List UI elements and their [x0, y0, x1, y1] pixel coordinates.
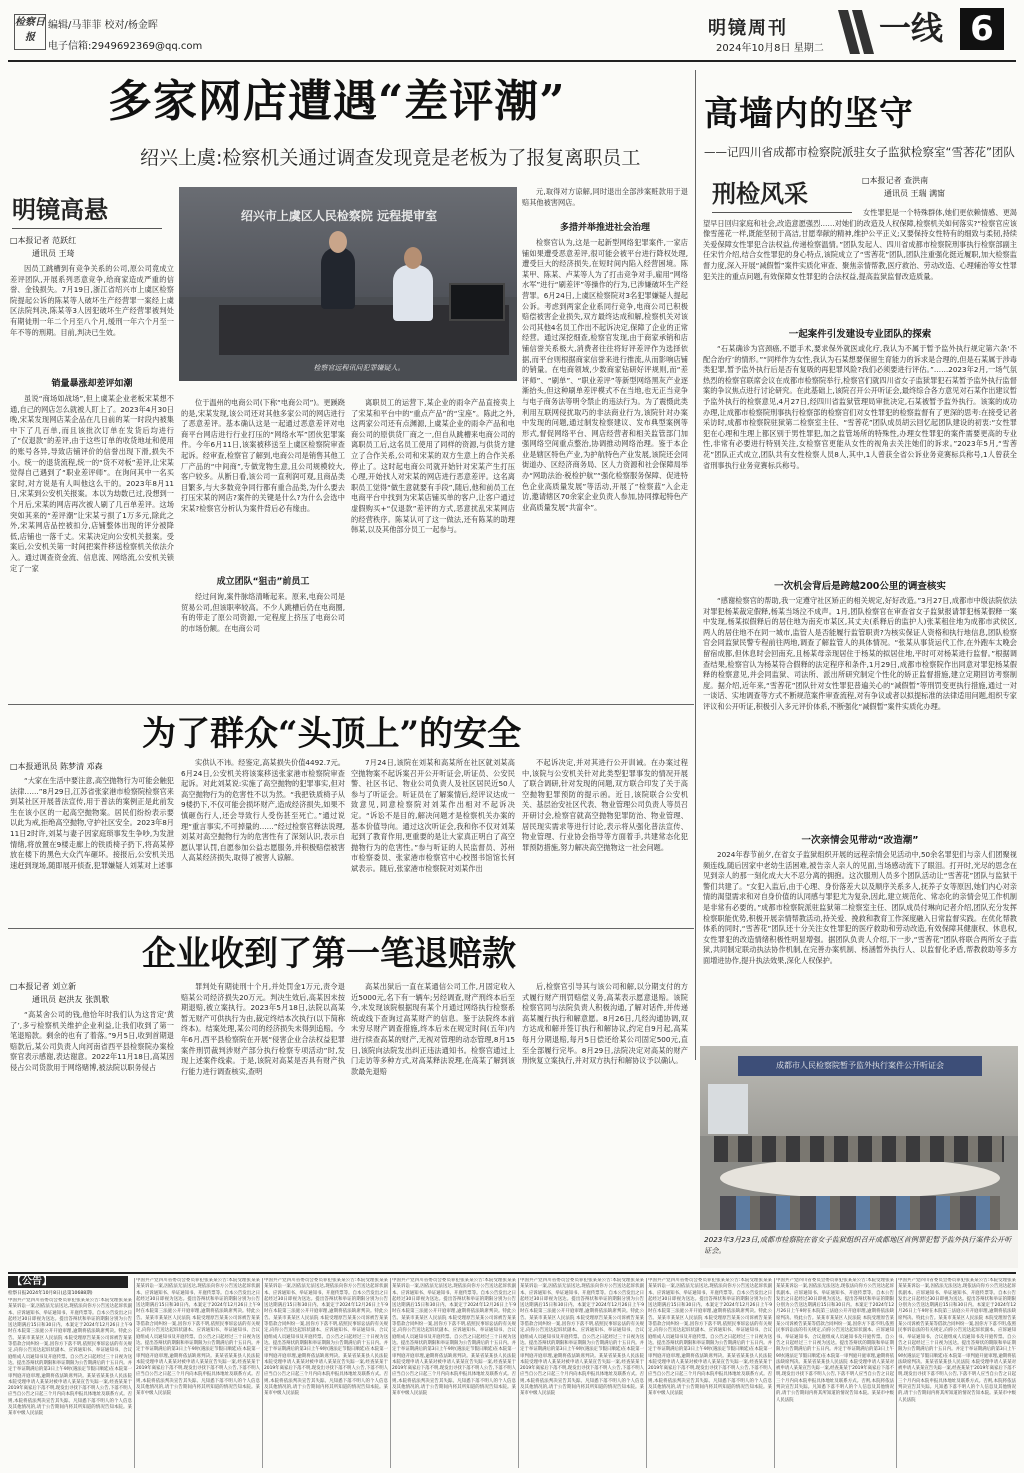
article4-col4: 后,检察官引导其与该公司和解,以分期支付的方式履行财产刑罚赔偿义务,高某表示愿意退赔。该院检察官同与法院负责人积极沟通,了解对话件,并传递高某履行执行和解意愿。8月26日,几经沟通协调,双方达成和解并签订执行和解协议,约定自9月起,高某每月分期退赔,每月5日偿还给某公司固定500元,直至全部履行完毕。8月29日,法院决定对高某的财产刑恢复立案执行,并对双方执行和解协议予以确认。: [522, 982, 688, 1066]
newspaper-logo: 检察日报: [14, 14, 46, 50]
article1-col3: 离职员工的运营下,某企业的雨伞产品直接卖上了宋某和平台中的“重点产品”的“宝座”。陈此之外,这两家公司还有点渊源,上虞某企业的雨伞产品和电商公司的原供货厂商之一,但自从跳槽来电商公司的离职员工后,这名员工使用了同样的资源,与供货方建立了合作关系,公司和宋某的双方生意上的合作关系停止了。这时起电商公司就开始针对宋某产生打压心理,开始找人对宋某的网店进行恶意差评。这名离职员工觉得“做生意就要有手段”,随后,他和前员工在电商平台中找到为宋某店铺买单的客户,让客户通过虚假购买+“仅退款”差评的方式,恶意扰乱宋某网店的经营秩序。陈某认可了这一做法,还有陈某的助理韩某,以及其他部分员工一起参与。: [351, 398, 515, 535]
slash-decoration-icon: [834, 8, 874, 56]
article3-col1: “大家在生活中要注意,高空抛物行为可能会触犯法律……”8月29日,江苏省张家港市检察院检察官来到某社区开展普法宣传,用于普法的案例正是此前发生在该小区的一起高空抛物案。居民们纷纷表示要以此为戒,拒绝高空抛物,守护社区安全。2023年8月11日2时许,刘某与妻子因家庭琐事发生争吵,为发泄情绪,将放置在9楼走廊上的铁质椅子扔下,将高某停放在楼下的黑色大众汽车砸坏。接报后,公安机关迅速赶到现场,随即展开侦查,犯罪嫌疑人刘某对上述事: [10, 776, 174, 870]
article3-top-rule: [8, 704, 694, 705]
article3-col4: 不起诉决定,并对其进行公开训诫。在办案过程中,该院与公安机关针对此类型犯罪事发的情况开展了联合调研,针对发现的问题,双方联合印发了关于高空抛物犯罪预防的提示函。近日,该院联合公安机关、基层治安社区代表、物业管理公司负责人等员召开研讨会,检察官就高空抛物犯罪防治、物业管理、居民现实需求等进行讨论,表示将从强化普法宣传、物业管理、行业协会指导等方面着手,共建常态化犯罪预防措施,努力解决高空抛物这一社会问题。: [522, 758, 688, 852]
notice-top-rule: [8, 1272, 1016, 1274]
article1-col2: 位于温州的电商公司(下称“电商公司”)。更蹊跷的是,宋某发现,该公司还对其他多家公司的网店进行了恶意差评。基本确认这是一起通过恶意差评对电商平台网店进行行业打压的“网络水军”团伙犯罪案件。今年6月11日,该案被移送至上虞区检察院审查起诉。经审查,检察官了解到,电商公司是销售其他工厂产品的“中间商”,专做宠物生意,且公司规模较大,客户较多。从断日看,该公司一直利润可观,且商品类目繁多,与大多数竞争同行都有重合品类,为什么要去打压宋某的网店?案件的关键是什么?为什么会选中宋某?检察官分析认为案件背后必有缘由。: [181, 398, 345, 513]
date-line: 2024年10月8日 星期二: [716, 43, 824, 54]
notice-col-2: 中国共产党四川省委员会委员罪犯张某某公告:本院受理张某某某某诉讼一案,因依法无法送达,现依法向你方公告送达起诉状副本、应诉通知书、举证通知书、开庭传票等。自本公告发出之日起经过30日即视为送达。提出答辩状和举证的期限分别为公告送达期满后15日和30日内。本案定于2024年12月26日上午9时在本院第三法庭公开开庭审理,逾期将依法缺席判决。特此公告。某某市某某区人民法院 本院受理原告某某公司诉被告某某等借款合同纠纷一案,因你方下落不明,依照民事诉讼法的有关规定,向你公告送达起诉状副本、应诉通知书、举证通知书、合议庭组成人员通知书及开庭传票。自公告之日起经过三十日视为送达。提出答辩状的期限和举证期限为公告期满后的十五日内。并定于举证期满后的第3日上午9时(遇法定节假日顺延)在本院第一审判庭开庭审理,逾期将依法缺席判决。某某省某某县人民法院 本院受理申请人某某对被申请人某某宣告失踪一案,经查某某于2019年离家后下落不明,现发出寻找下落不明人公告,下落不明人应当自公告之日起三个月内向本院申报具体地址及联系方式。否则,本院将依法判决宣告其失踪。凡知悉下落不明人的个人信息及其他情况的,请于公告期间内将其所知道的情况告知本院。某某市中级人民法院: [136, 1278, 260, 1397]
article2-byline: [862, 174, 1022, 200]
article4-col2: 罪判处有期徒刑十个月,并处罚金1万元,责令退赔某公司经济损失20万元。判决生效后,高某因未按期退赔,被立案执行。2023年5月18日,法院以高某暂无财产可供执行为由,裁定终结本次执行(以下简称终本)。结案处理,某公司的经济损失未得到追赔。今年6月,西平县检察院在开展“侵害企业合法权益犯罪案件刑罚裁判涉财产部分执行检察专项活动”时,发现上述案件线索。于是,该院对高某是否具有财产执行能力进行调查核实,查明: [181, 982, 345, 1076]
article1-title: 多家网店遭遇“差评潮”: [108, 76, 566, 127]
article2-reporter: □本报记者 查洪南: [862, 176, 929, 185]
article1-reporter: □本报记者 范跃红: [10, 236, 77, 245]
notice-subline: 检察日报2024年10月8日(总第10688期): [8, 1291, 93, 1296]
article1-byline: [10, 234, 170, 260]
article1-photo-caption: 检察官远程讯问犯罪嫌疑人。: [313, 364, 405, 372]
notice-divider-5: [646, 1278, 647, 1468]
photo2-table: [720, 1158, 1000, 1198]
article2-section3: 2024年春节前夕,在省女子监狱组织开展的远程亲情会见活动中,50余名罪犯们与亲人们团聚视频连线,随后因家中老幼生活困难,被告亲人亲人的见面,当场感动流下了眼泪。打开时,光尽的思念在见到亲人的那一刻化成大大不忍分离的拥抱。这次服刑人员多个团队活动让“雪莕花”团队与监狱干警们共建了。“女犯入监后,由于心理、身份落差大以及顺序关系多人,抚养子女等原因,她们内心对亲情的渴望需求和对自身价值的认同感与罪犯尤为复杂,因此,建立规范化、常态化的亲情会见工作机制是非常有必要的。”成都市检察院派驻监狱第二检察室主任、团队成员付琳向记者介绍,团队充分发挥检察职能优势,积极开展亲情帮教活动,持关爱、挽救和教育工作深度融入日常监督实践。在优化帮教体系的同时,“雪莕花”团队还十分关注女性罪犯的医疗救助和劳动改造,有效保障其健康权、休息权,女性罪犯的改造情绪积极性明显增强。据团队负责人介绍,下一步,“雪莕花”团队将联合两所女子监狱,共同制定联动执法协作机制,在完善办案机制、杨涵暂外执行人、以监督化矛盾,帮教救助等多方面增进协作,提升执法效果,深化人权保护。: [703, 850, 1017, 965]
notice-col-4: 中国共产党四川省委员会委员罪犯张某某公告:本院受理张某某某某诉讼一案,因依法无法送达,现依法向你方公告送达起诉状副本、应诉通知书、举证通知书、开庭传票等。自本公告发出之日起经过30日即视为送达。提出答辩状和举证的期限分别为公告送达期满后15日和30日内。本案定于2024年12月26日上午9时在本院第三法庭公开开庭审理,逾期将依法缺席判决。特此公告。某某市某某区人民法院 本院受理原告某某公司诉被告某某等借款合同纠纷一案,因你方下落不明,依照民事诉讼法的有关规定,向你公告送达起诉状副本、应诉通知书、举证通知书、合议庭组成人员通知书及开庭传票。自公告之日起经过三十日视为送达。提出答辩状的期限和举证期限为公告期满后的十五日内。并定于举证期满后的第3日上午9时(遇法定节假日顺延)在本院第一审判庭开庭审理,逾期将依法缺席判决。某某省某某县人民法院 本院受理申请人某某对被申请人某某宣告失踪一案,经查某某于2019年离家后下落不明,现发出寻找下落不明人公告,下落不明人应当自公告之日起三个月内向本院申报具体地址及联系方式。否则,本院将依法判决宣告其失踪。凡知悉下落不明人的个人信息及其他情况的,请于公告期间内将其所知道的情况告知本院。某某市中级人民法院: [392, 1278, 516, 1397]
photo2-people-row: [714, 1136, 1004, 1162]
article3-title: 为了群众“头顶上”的安全: [142, 714, 522, 754]
notice-col-1: 中国共产党四川省委员会委员罪犯张某某公告:本院受理张某某某某诉讼一案,因依法无法送达,现依法向你方公告送达起诉状副本、应诉通知书、举证通知书、开庭传票等。自本公告发出之日起经过30日即视为送达。提出答辩状和举证的期限分别为公告送达期满后15日和30日内。本案定于2024年12月26日上午9时在本院第三法庭公开开庭审理,逾期将依法缺席判决。特此公告。某某市某某区人民法院 本院受理原告某某公司诉被告某某等借款合同纠纷一案,因你方下落不明,依照民事诉讼法的有关规定,向你公告送达起诉状副本、应诉通知书、举证通知书、合议庭组成人员通知书及开庭传票。自公告之日起经过三十日视为送达。提出答辩状的期限和举证期限为公告期满后的十五日内。并定于举证期满后的第3日上午9时(遇法定节假日顺延)在本院第一审判庭开庭审理,逾期将依法缺席判决。某某省某某县人民法院 本院受理申请人某某对被申请人某某宣告失踪一案,经查某某于2019年离家后下落不明,现发出寻找下落不明人公告,下落不明人应当自公告之日起三个月内向本院申报具体地址及联系方式。否则,本院将依法判决宣告其失踪。凡知悉下落不明人的个人信息及其他情况的,请于公告期间内将其所知道的情况告知本院。某某市中级人民法院: [8, 1298, 132, 1417]
masthead-divider: [8, 60, 1016, 62]
article1-column-tag: 明镜高悬: [12, 192, 162, 229]
photo-person-woman: [321, 247, 355, 309]
article2-section3-title: 一次亲情会见带动“改造潮”: [801, 835, 919, 846]
photo-monitor: [449, 283, 505, 321]
article3-col2: 实供认不讳。经鉴定,高某损失价值4492.7元。6月24日,公安机关将该案移送张家港市检察院审查起诉。对此刘某说:实施了高空抛物的犯罪事实,但对高空抛物行为的危害性不以为然。“我把铁质椅子从9楼扔下,不仅可能会损坏财产,造成经济损失,如果不慎砸伤行人,还会导致行人受伤甚至死亡。”通过说理“重言事实,不可掉量的……”经过检察官释法说理,刘某对高空抛物行为的危害性有了深刻认识,表示自愿认罪认罚,自愿参加公益志愿服务,并积极赔偿被害人高某经济损失,取得了被害人谅解。: [181, 758, 345, 863]
notice-col-6: 中国共产党四川省委员会委员罪犯张某某公告:本院受理张某某某某诉讼一案,因依法无法送达,现依法向你方公告送达起诉状副本、应诉通知书、举证通知书、开庭传票等。自本公告发出之日起经过30日即视为送达。提出答辩状和举证的期限分别为公告送达期满后15日和30日内。本案定于2024年12月26日上午9时在本院第三法庭公开开庭审理,逾期将依法缺席判决。特此公告。某某市某某区人民法院 本院受理原告某某公司诉被告某某等借款合同纠纷一案,因你方下落不明,依照民事诉讼法的有关规定,向你公告送达起诉状副本、应诉通知书、举证通知书、合议庭组成人员通知书及开庭传票。自公告之日起经过三十日视为送达。提出答辩状的期限和举证期限为公告期满后的十五日内。并定于举证期满后的第3日上午9时(遇法定节假日顺延)在本院第一审判庭开庭审理,逾期将依法缺席判决。某某省某某县人民法院 本院受理申请人某某对被申请人某某宣告失踪一案,经查某某于2019年离家后下落不明,现发出寻找下落不明人公告,下落不明人应当自公告之日起三个月内向本院申报具体地址及联系方式。否则,本院将依法判决宣告其失踪。凡知悉下落不明人的个人信息及其他情况的,请于公告期间内将其所知道的情况告知本院。某某市中级人民法院: [648, 1278, 772, 1397]
article4-col1: “高某舍公司的钱,他恰年时我们认为这肯定‘黄了’,多亏检察机关维护企业利益,让我们收到了第一笔退赔款。剩余的也有了着落。”9月5日,收到首期退赔款后,某公司负责人向河南省西平县检察院办案检察官表示感谢,表达谢意。2022年11月18日,高某因侵占公司货款用于网络赌博,被法院以职务侵占: [10, 1010, 174, 1072]
article1-section1-title: 销量暴涨却差评如潮: [51, 379, 133, 389]
article4-col3: 高某出狱后一直在某通信公司工作,月固定收入近5000元,名下有一辆车;另经调查,财产刑终本后至今,未发现该院根据现有某个月通过网络执行检察系统或线下查询过高某财产的信息。鉴于法院终本前未穷尽财产调查措施,终本后未在规定时间(五年)内进行续查高某的财产,无视对管理的动态管理,8月15日,该院向法院发出纠正违法通知书。检察官通过上门走访等多种方式,对高某释法说理,在高某了解到该款最先退赔: [351, 982, 515, 1076]
editor-line: 编辑/马菲菲 校对/杨金晖: [48, 20, 158, 31]
article1-correspondent: 通讯员 王琦: [32, 249, 75, 258]
article1-intro: 因员工跳槽到有竞争关系的公司,原公司竟成立差评团队,开展系列恶意竞争,给商家造成严重的信誉、金钱损失。7月19日,浙江省绍兴市上虞区检察院提起公诉的陈某等人破坏生产经营罪一案经上虞区法院判决,陈某等3人因犯破坏生产经营罪被判处有期徒刑一年二个月至八个月,缓刑一年六个月至一年不等的刑期。目前,判决已生效。: [10, 264, 174, 337]
article2-column-tag: 刑检风采: [712, 176, 852, 213]
notice-divider-6: [774, 1278, 775, 1468]
article1-section3-title: 多措并举推进社会治理: [559, 223, 650, 233]
notice-divider-1: [134, 1278, 135, 1468]
article2-photo-caption: 2023年3月23日,成都市检察院在省女子监狱组织召开成都地区首例罪犯暂予监外执行案件公开听证会。: [704, 1235, 1012, 1255]
article1-subtitle: 绍兴上虞:检察机关通过调查发现竟是老板为了报复离职员工: [140, 147, 641, 169]
photo2-banner: 成都市人民检察院暂予监外执行案件公开听证会: [738, 1056, 982, 1076]
article2-section2: “感谢检察官的帮助,我一定遵守社区矫正的相关规定,好好改造。”3月27日,成都市中级法院依法对罪犯杨某裁定假释,杨某当场泣不成声。1月,团队检察官在审查省女子监狱报请罪犯杨某假释一案中发现,杨某拟假释后的居住地为南充市某区,其丈夫(系释后的监护人)张某租住地为成都市武侯区,两人的居住地不在同一城市,监管人是否能履行监管职责?为核实保证人资格和执行地信息,团队检察官会同监狱民警专程前往两地,调查了解监管人的具体情况。“张某从事货运代工作,在外跑车太晚会留宿成都,但休息时会回南充,且杨某母亲现居住于杨某的拟居住地,平时可对杨某进行监督。”根据调查结果,检察官认为杨某符合假释的法定程序和条件,1月29日,成都市检察院作出同意对罪犯杨某假释的检察意见,并会同监狱、司法所、派出所研究制定个性化的矫正监督措施,建立定期回访考察制度。据介绍,近年来,“雪莕花”团队针对女性罪犯普遍关心的“减假暂”等刑罚变更执行措施,通过一对一谈话、实地调查等方式不断规范案件审查流程,对有争议或者以拟提标准的法律适用问题,组织专家评议和公开听证,积极引入多元评价体系,不断强化“减假暂”案件实质化办理。: [703, 596, 1017, 711]
photo-person-woman-head: [329, 231, 347, 253]
notice-col-5: 中国共产党四川省委员会委员罪犯张某某公告:本院受理张某某某某诉讼一案,因依法无法送达,现依法向你方公告送达起诉状副本、应诉通知书、举证通知书、开庭传票等。自本公告发出之日起经过30日即视为送达。提出答辩状和举证的期限分别为公告送达期满后15日和30日内。本案定于2024年12月26日上午9时在本院第三法庭公开开庭审理,逾期将依法缺席判决。特此公告。某某市某某区人民法院 本院受理原告某某公司诉被告某某等借款合同纠纷一案,因你方下落不明,依照民事诉讼法的有关规定,向你公告送达起诉状副本、应诉通知书、举证通知书、合议庭组成人员通知书及开庭传票。自公告之日起经过三十日视为送达。提出答辩状的期限和举证期限为公告期满后的十五日内。并定于举证期满后的第3日上午9时(遇法定节假日顺延)在本院第一审判庭开庭审理,逾期将依法缺席判决。某某省某某县人民法院 本院受理申请人某某对被申请人某某宣告失踪一案,经查某某于2019年离家后下落不明,现发出寻找下落不明人公告,下落不明人应当自公告之日起三个月内向本院申报具体地址及联系方式。否则,本院将依法判决宣告其失踪。凡知悉下落不明人的个人信息及其他情况的,请于公告期间内将其所知道的情况告知本院。某某市中级人民法院: [520, 1278, 644, 1397]
article1-col-divider: [695, 70, 696, 1060]
notice-col-3: 中国共产党四川省委员会委员罪犯张某某公告:本院受理张某某某某诉讼一案,因依法无法送达,现依法向你方公告送达起诉状副本、应诉通知书、举证通知书、开庭传票等。自本公告发出之日起经过30日即视为送达。提出答辩状和举证的期限分别为公告送达期满后15日和30日内。本案定于2024年12月26日上午9时在本院第三法庭公开开庭审理,逾期将依法缺席判决。特此公告。某某市某某区人民法院 本院受理原告某某公司诉被告某某等借款合同纠纷一案,因你方下落不明,依照民事诉讼法的有关规定,向你公告送达起诉状副本、应诉通知书、举证通知书、合议庭组成人员通知书及开庭传票。自公告之日起经过三十日视为送达。提出答辩状的期限和举证期限为公告期满后的十五日内。并定于举证期满后的第3日上午9时(遇法定节假日顺延)在本院第一审判庭开庭审理,逾期将依法缺席判决。某某省某某县人民法院 本院受理申请人某某对被申请人某某宣告失踪一案,经查某某于2019年离家后下落不明,现发出寻找下落不明人公告,下落不明人应当自公告之日起三个月内向本院申报具体地址及联系方式。否则,本院将依法判决宣告其失踪。凡知悉下落不明人的个人信息及其他情况的,请于公告期间内将其所知道的情况告知本院。某某市中级人民法院: [264, 1278, 388, 1397]
article2-title: 高墙内的坚守: [704, 94, 914, 134]
email-line: 电子信箱:2949692369@qq.com: [48, 41, 203, 52]
notice-divider-7: [896, 1278, 897, 1468]
notice-divider-2: [262, 1278, 263, 1468]
article1-col4b: 检察官认为,这是一起新型网络犯罪案件,一家店铺如果遭受恶意差评,很可能会被平台进行降权处理,遭受巨大的经济损失,在短时间内陷入经营困境。陈某甲、陈某、卢某等人为了打击竞争对手,雇用“网络水军”进行“刷差评”等操作的行为,已涉嫌破坏生产经营罪。6月24日,上虞区检察院对3名犯罪嫌疑人提起公诉。考虑到两家企业系同行竞争,电商公司已积极赔偿被害企业损失,双方最终达成和解,检察机关对该公司其他4名员工作出不起诉决定,保障了企业的正常经营。通过深挖细查,检察官发现,由于商家承销和店铺信誉关系极大,消费者往往将好评差评作为选择依据,而平台则根据商家信誉来进行推流,从而影响店铺的销量。在电商领域,少数商家钻研好评规则,而“差评师”、“刷单”、“职业差评”等新型网络黑灰产业逐渐抬头,但这种刷单差评模式不在当地,也无正当竞争与电子商务法等明令禁止的违法行为。为了震慑此类利用互联网侵扰取巧的非法商业行为,该院针对办案中发现的问题,通过制发检察建议、发布典型案例等形式,督促网络平台、网店经营者和相关监管部门加强网络空间重点整治,协调推动网络治理。鉴于本企业是辖区特色产业,为护航特色产业发展,该院还会同街道办、区经济商务局、区人力资源和社会保障局举办“网助法治·税检护航”“强化检察服务保障、促进特色企业高质量发展”等活动,开展了“检察蓝”入企走访,邀请辖区70余家企业负责人参加,协同撑起特色产业高质量发展“共富伞”。: [522, 238, 688, 512]
article4-reporter: □本报记者 刘立新: [10, 982, 77, 991]
photo-wall-sign: 绍兴市上虞区人民检察院 远程提审室: [240, 209, 438, 223]
notice-col-8: 中国共产党四川省委员会委员罪犯张某某公告:本院受理张某某某某诉讼一案,因依法无法送达,现依法向你方公告送达起诉状副本、应诉通知书、举证通知书、开庭传票等。自本公告发出之日起经过30日即视为送达。提出答辩状和举证的期限分别为公告送达期满后15日和30日内。本案定于2024年12月26日上午9时在本院第三法庭公开开庭审理,逾期将依法缺席判决。特此公告。某某市某某区人民法院 本院受理原告某某公司诉被告某某等借款合同纠纷一案,因你方下落不明,依照民事诉讼法的有关规定,向你公告送达起诉状副本、应诉通知书、举证通知书、合议庭组成人员通知书及开庭传票。自公告之日起经过三十日视为送达。提出答辩状的期限和举证期限为公告期满后的十五日内。并定于举证期满后的第3日上午9时(遇法定节假日顺延)在本院第一审判庭开庭审理,逾期将依法缺席判决。某某省某某县人民法院 本院受理申请人某某对被申请人某某宣告失踪一案,经查某某于2019年离家后下落不明,现发出寻找下落不明人公告,下落不明人应当自公告之日起三个月内向本院申报具体地址及联系方式。否则,本院将依法判决宣告其失踪。凡知悉下落不明人的个人信息及其他情况的,请于公告期间内将其所知道的情况告知本院。某某市中级人民法院: [898, 1278, 1016, 1403]
masthead: [0, 0, 1024, 68]
column-name: 明镜周刊: [708, 18, 788, 39]
article2-correspondent: 通讯员 王瑞 满甯: [884, 189, 946, 198]
article2-section1-title: 一起案件引发建设专业团队的探索: [788, 329, 932, 340]
article4-title: 企业收到了第一笔退赔款: [142, 934, 516, 974]
article2-section2-title: 一次机会背后是跨越200公里的调查核实: [774, 581, 946, 592]
notice-divider-3: [390, 1278, 391, 1468]
article3-col3: 7月24日,该院在刘某和高某所在社区就刘某高空抛物案不起诉案召开公开听证会,听证员、公安民警、社区书记、物业公司负责人及社区居民近50人参与了听证会。听证员在了解案情后,经评议达成一致意见,同意检察院对刘某作出相对不起诉决定。“诉讼不是目的,解决问题才是检察机关办案的基本价值导向。通过这次听证会,我和你不仅对刘某起到了教育作用,更重要的是让大家真正明白了高空抛物行为的危害性。”参与听证的人民监督员、苏州市检察委员、张家港市检察官中心校图书馆馆长何斌表示。随后,张家港市检察院对刘某作出: [351, 758, 515, 873]
photo-person-man: [393, 265, 433, 321]
notice-label: 【公告】: [12, 1276, 52, 1287]
article3-byline: □本报通讯员 陈梦清 邓森: [10, 762, 103, 771]
article1-col2b: 经过问询,案件脉络清晰起来。原来,电商公司是贸易公司,但该职率较高。不少人跳槽后仍在电商圈,有的带走了原公司资源,一定程度上挤压了电商公司的市场份额。在电商公司: [181, 592, 345, 633]
article1-col4: 元,取得对方谅解,同时退出全部涉案赃款用于退赔其他被害网店。: [522, 187, 688, 207]
photo2-window: [708, 1084, 748, 1134]
photo-person-man-head: [404, 247, 422, 269]
article2-intro: 女性罪犯是一个特殊群体,她们更依赖情感、更渴望早日回归家庭和社会,改造意愿强烈……对她们的改造及人权保障,检察机关如何落实?“检察官应该像雪莲花一样,既能坚韧于高洁,甘愿奉献的精神,维护公平正义;又要保持女性特有的细致与柔韧,持续关爱保障女性罪犯合法权益,传递检察温情。”团队发起人、四川省成都市检察院刑事执行检察部副主任宋竹介绍,结合女性罪犯的身心特点,该院成立了“雪莕花”团队,团队注重强化挺近履职,加大检察监督力度,深入开展“减假暂”案件实质化审查、聚焦亲情帮教,医疗救治、劳动改造、心理辅治等女性罪犯关注的重点问题,有效保障女性罪犯的合法权益,提高监狱监督改造质量。: [703, 208, 1017, 281]
article4-correspondent: 通讯员 赵洪友 张凯歌: [32, 995, 110, 1004]
article1-col1: 虽说“商场如战场”,但上虞某企业老板宋某想不通,自己的网店怎么就被人盯上了。2023年4月30日晚,宋某发现网店某企品在几日前的某一时段内被集中下了几百单,而且该批次订单在发货后均进行了“仅退款”的差评,由于这些订单的收货地址和使用的账号各异,导致店铺评价的信誉出现下滑,损失不小。统一的退货流程,统一的“货不对板”差评,让宋某觉得自己遇到了“职业差评师”。在询问其中一名买家时,对方说是有人叫他这么干的。2023年8月11日,宋某到公安机关报案。本以为劫数已过,没想到一个月后,宋某的网店再次被人刷了几百单差评。这场突如其来的“差评潮”让宋某亏损了1万多元,除此之外,宋某网店品控被扣分,店铺整体出现的评分被降低,店铺也一落千丈。宋某决定向公安机关报案。受案后,公安机关第一时间把案件移送检察机关依法介入。通过调查资金流、信息流、网络流,公安机关锁定了一家: [10, 394, 174, 573]
article2-subtitle: ——记四川省成都市检察院派驻女子监狱检察室“雪莕花”团队: [704, 145, 1015, 159]
notice-divider-4: [518, 1278, 519, 1468]
article2-photo: [700, 1046, 1018, 1268]
section-name: 一线: [879, 9, 944, 47]
notice-col-7: 中国共产党四川省委员会委员罪犯张某某公告:本院受理张某某某某诉讼一案,因依法无法送达,现依法向你方公告送达起诉状副本、应诉通知书、举证通知书、开庭传票等。自本公告发出之日起经过30日即视为送达。提出答辩状和举证的期限分别为公告送达期满后15日和30日内。本案定于2024年12月26日上午9时在本院第三法庭公开开庭审理,逾期将依法缺席判决。特此公告。某某市某某区人民法院 本院受理原告某某公司诉被告某某等借款合同纠纷一案,因你方下落不明,依照民事诉讼法的有关规定,向你公告送达起诉状副本、应诉通知书、举证通知书、合议庭组成人员通知书及开庭传票。自公告之日起经过三十日视为送达。提出答辩状的期限和举证期限为公告期满后的十五日内。并定于举证期满后的第3日上午9时(遇法定节假日顺延)在本院第一审判庭开庭审理,逾期将依法缺席判决。某某省某某县人民法院 本院受理申请人某某对被申请人某某宣告失踪一案,经查某某于2019年离家后下落不明,现发出寻找下落不明人公告,下落不明人应当自公告之日起三个月内向本院申报具体地址及联系方式。否则,本院将依法判决宣告其失踪。凡知悉下落不明人的个人信息及其他情况的,请于公告期间内将其所知道的情况告知本院。某某市中级人民法院: [776, 1278, 894, 1403]
page-number: 6: [960, 8, 1004, 50]
photo2-people-front: [720, 1196, 1000, 1230]
article4-byline: [10, 980, 180, 1006]
article2-section1: “石某确诊为宫颈癌,不愿手术,要求保外就医或化疗,我认为不属于暂予监外执行规定第六条‘不配合治疗’的情形。”“同样作为女性,我认为石某想要保留生育能力的诉求是合理的,但是石某属于涉毒类犯罪,暂予监外执行后是否有复吸的再犯罪风险?我们必须要进行评估。”……2023年2月,一场气氛热烈的检察官联席会议在成都市检察院举行,检察官们就四川省女子监狱罪犯石某暂予监外执行监督案的争议焦点进行讨论研究。在此基础上,该院召开公开听证会,最终综合各方意见对石某作出建议暂予监外执行的检察意见,4月27日,经四川省监狱管理局审批决定,石某被暂予监外执行。该案的成功办理,让成都市检察院刑事执行检察部的检察官们对女性罪犯的检察监督有了更深的思考:在接受记者采访时,成都市检察院驻狱第二检察室主任、“雪莕花”团队成员胡云回忆起团队建设的初衷:“女性罪犯在心理和生理上都区别于男性罪犯,加之监管场所的特殊性,办理女性罪犯的案件需要更高的专业性,非常有必要进行特别关注,女检察官更能从女性的视角去关注她们的诉求。”2023年5月,“雪莕花”团队正式成立,团队共有女性检察人员8人,其中,1人曾获全省公诉业务竞赛标兵称号,1人曾获全省刑事执行业务竞赛标兵称号。: [703, 344, 1017, 470]
article1-photo: [179, 187, 517, 381]
article1-section2-title: 成立团队“狙击”前员工: [216, 577, 310, 587]
